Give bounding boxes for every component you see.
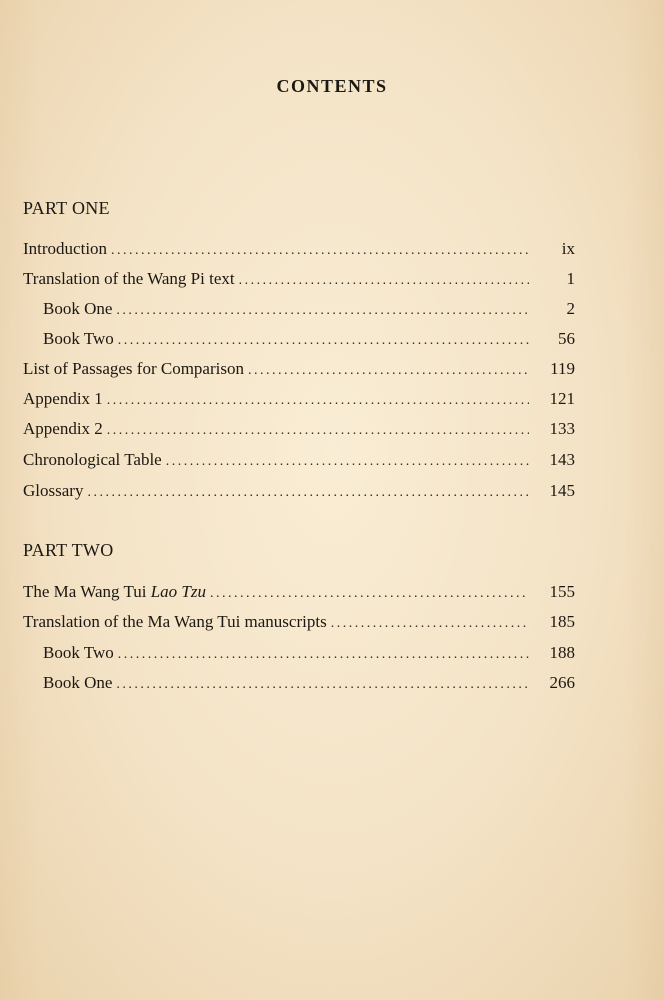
toc-entry-translation-wang-pi[interactable]	[23, 266, 575, 292]
toc-entry-label: List of Passages for Comparison	[23, 359, 244, 378]
toc-entry-label: Appendix 1	[23, 389, 103, 408]
toc-entry-label: Appendix 2	[23, 419, 103, 438]
page-title: CONTENTS	[276, 76, 388, 96]
dot-leader	[107, 418, 529, 444]
dot-leader	[166, 449, 529, 475]
dot-leader	[118, 642, 529, 668]
toc-entry-label: Book One	[43, 299, 113, 318]
dot-leader	[111, 238, 529, 264]
toc-entry-mwt-book-one[interactable]	[23, 670, 575, 696]
toc-entry-book-one[interactable]	[23, 296, 575, 322]
toc-entry-label: Book One	[43, 673, 113, 692]
dot-leader	[87, 480, 529, 506]
toc-entry-page: 119	[550, 359, 575, 378]
toc-entry-label: Book Two	[43, 329, 114, 348]
part-one-heading: PART ONE	[23, 198, 110, 218]
toc-entry-page: 155	[549, 582, 575, 601]
toc-entry-list-of-passages[interactable]	[23, 356, 575, 382]
toc-entry-introduction[interactable]	[23, 236, 575, 262]
toc-entry-glossary[interactable]	[23, 478, 575, 504]
dot-leader	[239, 268, 529, 294]
toc-entry-label	[23, 579, 206, 605]
toc-entry-ma-wang-tui-lao-tzu[interactable]	[23, 579, 575, 605]
toc-entry-page: ix	[561, 239, 575, 258]
toc-entry-appendix-2[interactable]	[23, 416, 575, 442]
toc-entry-mwt-book-two[interactable]	[23, 640, 575, 666]
dot-leader	[210, 581, 529, 607]
toc-entry-page: 143	[549, 450, 575, 469]
toc-entry-translation-ma-wang-tui[interactable]	[23, 609, 575, 635]
toc-entry-label-prefix: The Ma Wang Tui	[23, 582, 151, 601]
toc-entry-page: 56	[558, 329, 575, 348]
toc-entry-appendix-1[interactable]	[23, 386, 575, 412]
toc-entry-label: Book Two	[43, 643, 114, 662]
part-two-heading: PART TWO	[23, 540, 114, 560]
toc-entry-label: Translation of the Ma Wang Tui manuscripts	[23, 612, 327, 631]
toc-entry-page: 133	[549, 419, 575, 438]
toc-entry-page: 1	[566, 269, 575, 288]
toc-entry-label-italic: Lao Tzu	[150, 582, 206, 601]
dot-leader	[116, 298, 529, 324]
toc-entry-label: Introduction	[23, 239, 108, 258]
toc-entry-page: 188	[549, 643, 575, 662]
dot-leader	[331, 611, 529, 637]
toc-entry-label: Glossary	[23, 481, 84, 500]
dot-leader	[118, 328, 529, 354]
toc-entry-label: Chronological Table	[23, 450, 162, 469]
toc-entry-page: 145	[549, 481, 575, 500]
dot-leader	[107, 388, 529, 414]
toc-entry-page: 266	[549, 673, 575, 692]
toc-entry-book-two[interactable]	[23, 326, 575, 352]
dot-leader	[116, 672, 529, 698]
toc-entry-label: Translation of the Wang Pi text	[23, 269, 235, 288]
toc-entry-page: 185	[549, 612, 575, 631]
dot-leader	[248, 358, 529, 384]
toc-entry-page: 2	[566, 299, 575, 318]
toc-entry-page: 121	[549, 389, 575, 408]
toc-entry-chronological-table[interactable]	[23, 447, 575, 473]
